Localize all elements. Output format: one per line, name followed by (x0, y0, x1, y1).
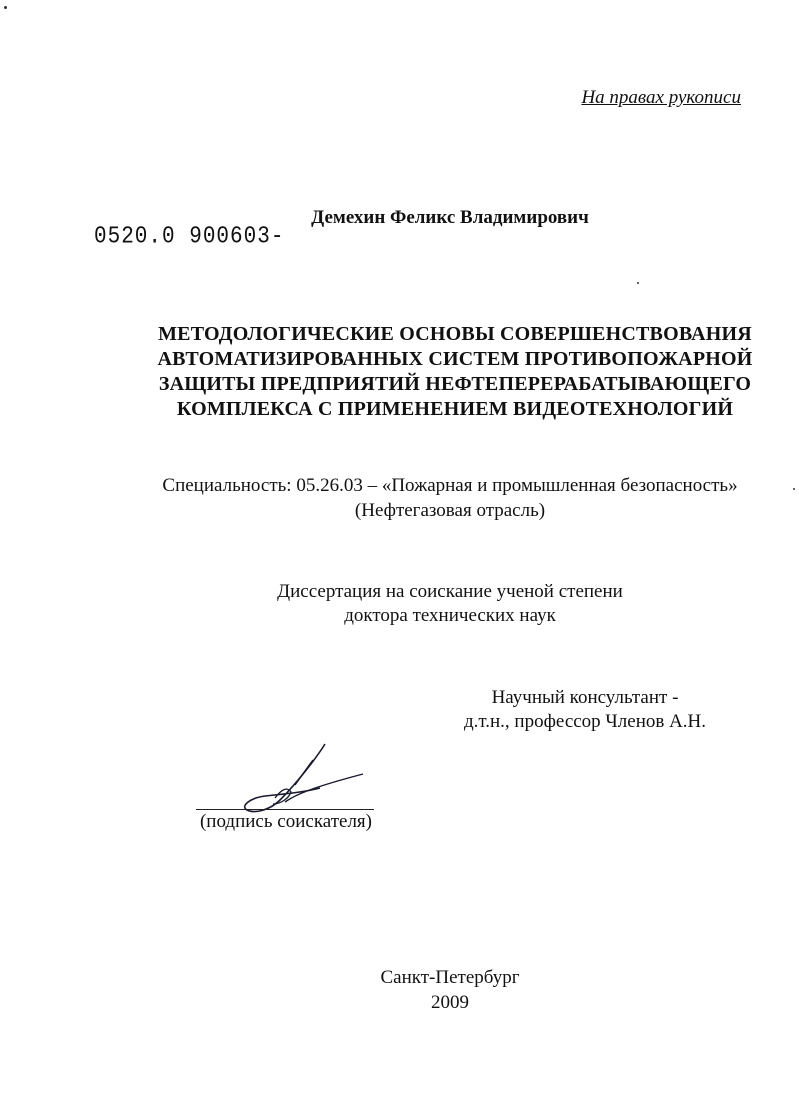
title-line: КОМПЛЕКСА С ПРИМЕНЕНИЕМ ВИДЕОТЕХНОЛОГИЙ (176, 398, 734, 420)
title-line: АВТОМАТИЗИРОВАННЫХ СИСТЕМ ПРОТИВОПОЖАРНОЙ (157, 348, 753, 370)
advisor-name: д.т.н., профессор Членов А.Н. (463, 711, 707, 732)
dissertation-title (0, 322, 799, 422)
specialty-block (0, 473, 799, 523)
advisor-block (440, 686, 730, 734)
publication-place-year (0, 965, 799, 1015)
handwritten-signature (225, 740, 375, 820)
signature-caption: (подпись соискателя) (199, 811, 372, 832)
signature-line (196, 809, 374, 810)
scan-speck (637, 282, 639, 284)
advisor-label: Научный консультант - (491, 687, 679, 708)
title-line: ЗАЩИТЫ ПРЕДПРИЯТИЙ НЕФТЕПЕРЕРАБАТЫВАЮЩЕГО (158, 373, 752, 395)
city: Санкт-Петербург (380, 967, 520, 988)
scan-speck (4, 6, 7, 9)
specialty-branch: (Нефтегазовая отрасль) (354, 500, 546, 521)
degree-block (0, 580, 799, 628)
archive-code: 0520.0 900603- (94, 224, 285, 251)
manuscript-rights-note: На правах рукописи (581, 87, 741, 108)
year: 2009 (431, 992, 469, 1013)
title-line: МЕТОДОЛОГИЧЕСКИЕ ОСНОВЫ СОВЕРШЕНСТВОВАНИЯ (158, 323, 752, 345)
specialty-line: Специальность: 05.26.03 – «Пожарная и промышленная безопасность» (162, 475, 738, 496)
degree-line: доктора технических наук (344, 605, 556, 626)
author-name: Демехин Феликс Владимирович (311, 207, 589, 228)
degree-line: Диссертация на соискание ученой степени (277, 581, 623, 602)
scan-speck (793, 488, 795, 490)
